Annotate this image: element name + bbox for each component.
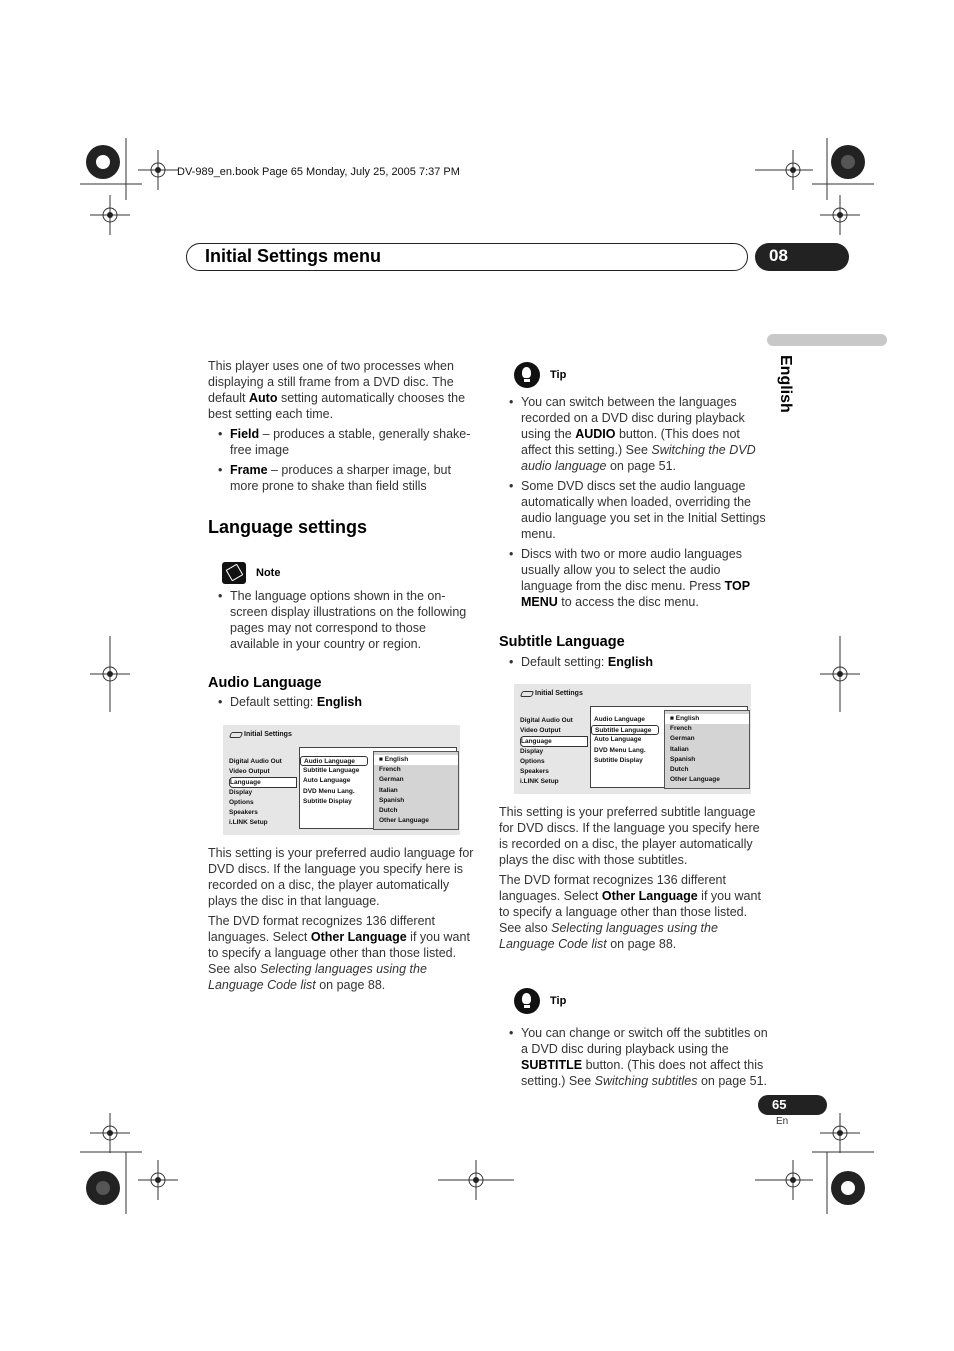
menu-item-selected: Audio Language <box>300 756 368 766</box>
list-item: • Frame – produces a sharper image, but more prone to shake than field stills <box>208 462 478 494</box>
note-body <box>208 588 478 656</box>
menu-item: Spanish <box>379 796 405 804</box>
menu-item: Speakers <box>229 808 258 816</box>
menu-item-selected: Subtitle Language <box>591 725 659 735</box>
menu-left-list <box>229 757 297 828</box>
book-header: DV-989_en.book Page 65 Monday, July 25, 2005 7:37 PM <box>177 166 460 178</box>
menu-item: Italian <box>670 745 689 753</box>
page-language: En <box>776 1116 789 1127</box>
menu-item: Options <box>520 757 545 765</box>
menu-item: Spanish <box>670 755 696 763</box>
menu-item: German <box>379 776 404 784</box>
tip-header <box>514 362 566 388</box>
disc-icon <box>229 732 243 738</box>
tip-label: Tip <box>550 369 567 381</box>
page-number: 65 <box>772 1097 787 1112</box>
section-title: Language settings <box>208 517 368 537</box>
menu-item: Auto Language <box>303 777 351 785</box>
audio-default <box>208 694 478 714</box>
menu-item: Subtitle Display <box>303 797 352 805</box>
menu-item: German <box>670 735 695 743</box>
menu-item: DVD Menu Lang. <box>594 746 646 754</box>
menu-item: Subtitle Language <box>303 767 360 775</box>
menu-item: French <box>379 766 401 774</box>
paragraph: The DVD format recognizes 136 different languages. Select Other Language if you want to specify a language other than those listed. See also Selecting languages using the Language Code list on page 88. <box>499 873 761 951</box>
menu-item: Speakers <box>520 767 549 775</box>
list-item: • Default setting: English <box>208 694 478 710</box>
menu-item: Dutch <box>379 806 398 814</box>
menu-item: Other Language <box>670 776 720 784</box>
menu-item: DVD Menu Lang. <box>303 787 355 795</box>
chapter-title-bar <box>186 243 748 271</box>
subtitle-heading: Subtitle Language <box>499 634 625 650</box>
paragraph: This setting is your preferred subtitle language for DVD discs. If the language you specify here is recorded on a disc, the player automatically plays the disc with those subtitles. <box>499 805 760 867</box>
menu-item-selected: ■ English <box>665 714 749 724</box>
list-item: • Field – produces a stable, generally shake-free image <box>208 426 478 458</box>
menu-item: Audio Language <box>594 716 645 723</box>
menu-item: i.LINK Setup <box>520 778 559 786</box>
menu-item: i.LINK Setup <box>229 819 268 827</box>
list-item: • You can switch between the languages recorded on a DVD disc during playback using the AUDIO button. (This does not affect this setting.) See Switching the DVD audio language on page 51. <box>499 394 769 474</box>
audio-body <box>208 845 478 997</box>
menu-item: Video Output <box>520 727 561 735</box>
side-tab <box>770 355 798 425</box>
list-item: • The language options shown in the on-screen display illustrations on the following pages may not correspond to those available in your country or region. <box>208 588 478 652</box>
paragraph: The DVD format recognizes 136 different languages. Select Other Language if you want to specify a language other than those listed. See also Selecting languages using the Language Code list on page 88. <box>208 914 470 992</box>
list-item: • Some DVD discs set the audio language automatically when loaded, overriding the audio language you set in the Initial Settings menu. <box>499 478 769 542</box>
chapter-number: 08 <box>769 246 788 265</box>
tip-label: Tip <box>550 995 567 1007</box>
list-item: • Discs with two or more audio languages usually allow you to select the audio language from the disc menu. Press TOP MENU to access the disc menu. <box>499 546 769 610</box>
menu-item: Options <box>229 798 254 806</box>
tip-body-2 <box>499 1025 769 1093</box>
audio-menu-screenshot <box>223 725 460 835</box>
paragraph: This setting is your preferred audio language for DVD discs. If the language you specify here is recorded on a disc, the player automatically plays the disc in that language. <box>208 846 474 908</box>
chapter-number-pill <box>755 243 849 271</box>
disc-icon <box>520 691 534 697</box>
intro-paragraph: This player uses one of two processes when displaying a still frame from a DVD disc. The default Auto setting automatically chooses the best setting each time. <box>208 359 466 421</box>
menu-item-selected: Language <box>520 736 588 746</box>
tip-header-2 <box>514 988 566 1014</box>
menu-item-selected: ■ English <box>374 755 458 765</box>
subtitle-body <box>499 804 769 956</box>
menu-item: Other Language <box>379 817 429 825</box>
menu-item: Display <box>229 788 253 796</box>
lightbulb-icon <box>514 362 540 388</box>
menu-right-list <box>664 710 750 789</box>
lightbulb-icon <box>514 988 540 1014</box>
menu-item: Digital Audio Out <box>229 758 282 765</box>
menu-title: Initial Settings <box>535 690 583 697</box>
side-tab-label: English <box>777 355 794 413</box>
audio-heading: Audio Language <box>208 675 322 691</box>
tip-body <box>499 394 769 614</box>
page-number-pill <box>758 1095 827 1115</box>
menu-item: Dutch <box>670 765 689 773</box>
chapter-title: Initial Settings menu <box>205 246 382 266</box>
subtitle-menu-screenshot <box>514 684 751 794</box>
menu-right-list <box>373 751 459 830</box>
note-icon <box>222 562 246 584</box>
note-header <box>222 562 280 584</box>
menu-item: Digital Audio Out <box>520 717 573 724</box>
menu-item: Display <box>520 747 544 755</box>
menu-item: Video Output <box>229 768 270 776</box>
note-label: Note <box>256 567 281 579</box>
menu-item-selected: Language <box>229 777 297 787</box>
menu-item: Auto Language <box>594 736 642 744</box>
menu-item: Subtitle Display <box>594 756 643 764</box>
column-left <box>208 358 478 498</box>
side-tab-bar <box>767 334 887 346</box>
menu-title: Initial Settings <box>244 731 292 738</box>
menu-item: French <box>670 725 692 733</box>
menu-item: Italian <box>379 786 398 794</box>
list-item: • You can change or switch off the subtitles on a DVD disc during playback using the SUBTITLE button. (This does not affect this setting.) See Switching subtitles on page 51. <box>499 1025 769 1089</box>
list-item: • Default setting: English <box>499 654 769 670</box>
subtitle-default <box>499 654 769 674</box>
menu-left-list <box>520 716 588 787</box>
